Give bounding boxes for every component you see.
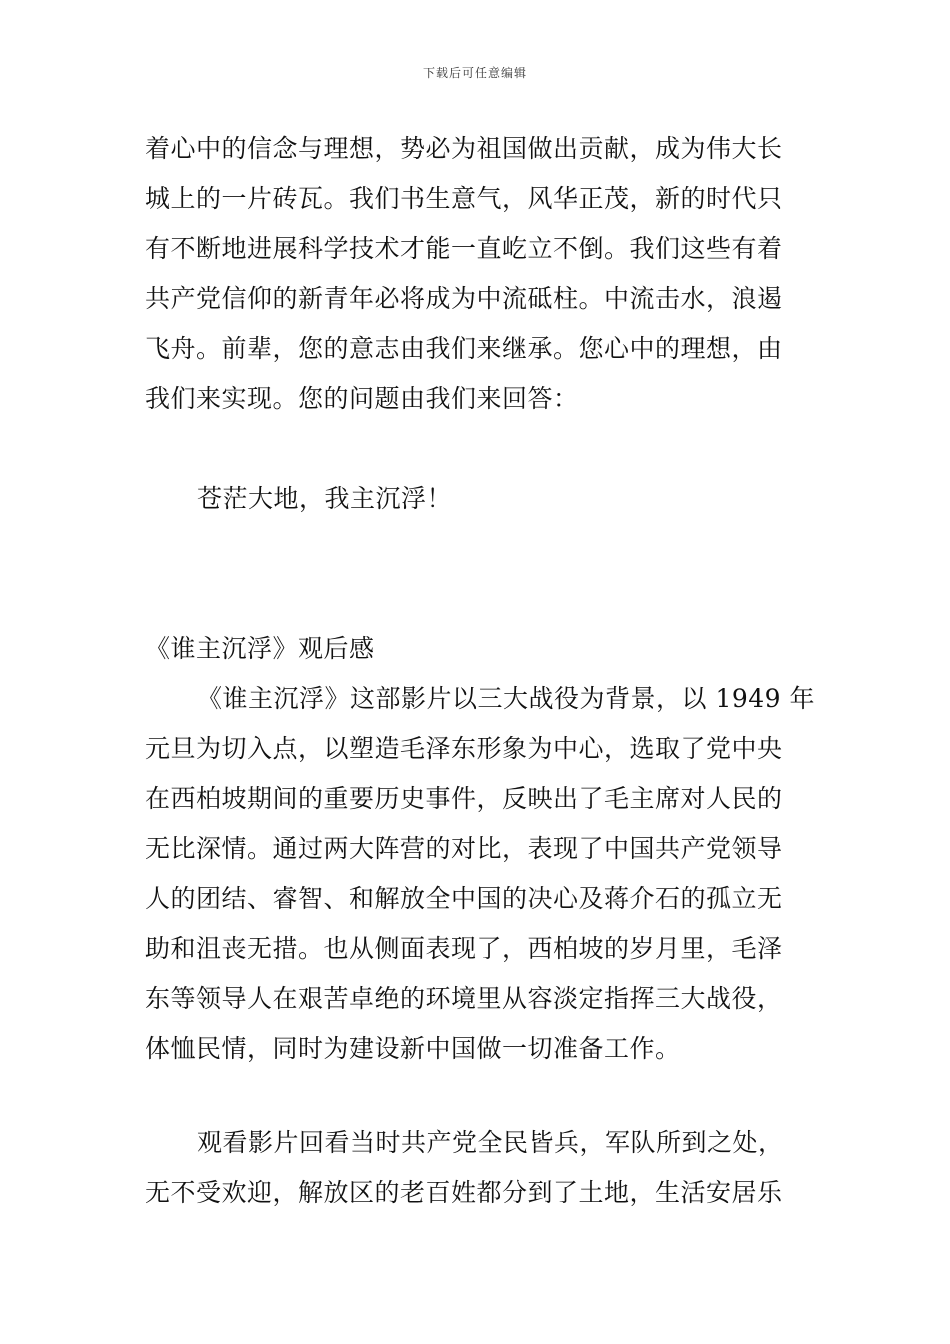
text-line: 无不受欢迎，解放区的老百姓都分到了土地，生活安居乐 [145, 1178, 783, 1207]
text-line: 东等领导人在艰苦卓绝的环境里从容淡定指挥三大战役， [145, 984, 783, 1013]
text-line: 我们来实现。您的问题由我们来回答： [145, 384, 579, 413]
page-header: 下载后可任意编辑 [422, 66, 527, 80]
paragraph-film-viewing [145, 1118, 810, 1218]
text-line: 体恤民情，同时为建设新中国做一切准备工作。 [145, 1034, 681, 1063]
section-title: 《谁主沉浮》观后感 [145, 634, 375, 663]
text-line: 人的团结、睿智、和解放全中国的决心及蒋介石的孤立无 [145, 884, 783, 913]
text-line: 观看影片回看当时共产党全民皆兵，军队所到之处， [197, 1128, 784, 1157]
text-line: 飞舟。前辈，您的意志由我们来继承。您心中的理想，由 [145, 334, 783, 363]
text-line: 助和沮丧无措。也从侧面表现了，西柏坡的岁月里，毛泽 [145, 934, 783, 963]
paragraph-slogan [145, 474, 810, 524]
text-line: 元旦为切入点，以塑造毛泽东形象为中心，选取了党中央 [145, 734, 783, 763]
text-line: 无比深情。通过两大阵营的对比，表现了中国共产党领导 [145, 834, 783, 863]
review-section [145, 624, 816, 1074]
text-line: 着心中的信念与理想，势必为祖国做出贡献，成为伟大长 [145, 134, 783, 163]
text-line: 《谁主沉浮》这部影片以三大战役为背景，以 1949 年 [197, 684, 816, 713]
text-line: 在西柏坡期间的重要历史事件，反映出了毛主席对人民的 [145, 784, 783, 813]
text-line: 苍茫大地，我主沉浮！ [197, 484, 453, 513]
text-line: 城上的一片砖瓦。我们书生意气，风华正茂，新的时代只 [145, 184, 783, 213]
paragraph-continuation [145, 124, 810, 424]
text-line: 有不断地进展科学技术才能一直屹立不倒。我们这些有着 [145, 234, 783, 263]
text-line: 共产党信仰的新青年必将成为中流砥柱。中流击水，浪遏 [145, 284, 783, 313]
